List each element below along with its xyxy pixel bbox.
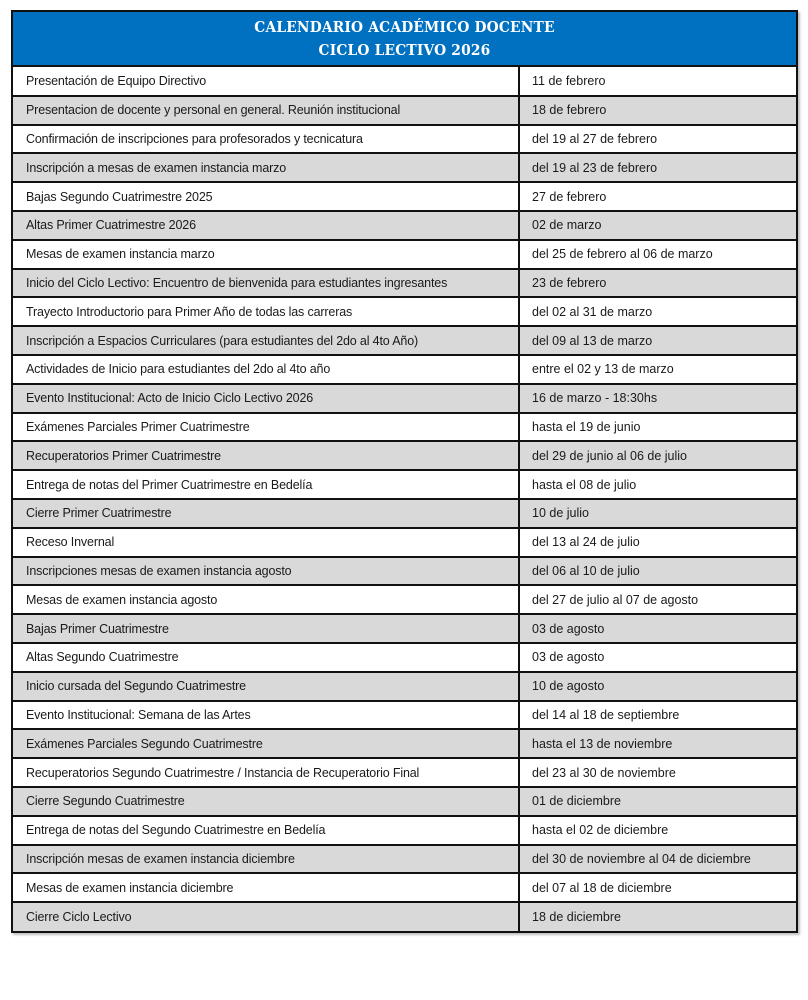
event-cell: Inicio del Ciclo Lectivo: Encuentro de bienvenida para estudiantes ingresantes: [13, 269, 519, 298]
event-cell: Inscripción a Espacios Curriculares (para estudiantes del 2do al 4to Año): [13, 326, 519, 355]
table-row: [13, 182, 796, 211]
table-row: [13, 528, 796, 557]
event-cell: Presentación de Equipo Directivo: [13, 67, 519, 96]
date-cell: del 30 de noviembre al 04 de diciembre: [519, 845, 796, 874]
table-row: [13, 557, 796, 586]
event-cell: Exámenes Parciales Segundo Cuatrimestre: [13, 729, 519, 758]
event-cell: Mesas de examen instancia diciembre: [13, 873, 519, 902]
table-row: [13, 470, 796, 499]
event-cell: Mesas de examen instancia agosto: [13, 585, 519, 614]
event-cell: Altas Primer Cuatrimestre 2026: [13, 211, 519, 240]
table-row: [13, 585, 796, 614]
date-cell: 23 de febrero: [519, 269, 796, 298]
date-cell: 01 de diciembre: [519, 787, 796, 816]
event-cell: Evento Institucional: Semana de las Artes: [13, 701, 519, 730]
event-cell: Inscripciones mesas de examen instancia agosto: [13, 557, 519, 586]
date-cell: 10 de agosto: [519, 672, 796, 701]
date-cell: 03 de agosto: [519, 643, 796, 672]
event-cell: Presentacion de docente y personal en general. Reunión institucional: [13, 96, 519, 125]
event-cell: Cierre Primer Cuatrimestre: [13, 499, 519, 528]
table-row: [13, 643, 796, 672]
table-row: [13, 355, 796, 384]
table-row: [13, 499, 796, 528]
event-cell: Cierre Ciclo Lectivo: [13, 902, 519, 931]
table-row: [13, 269, 796, 298]
table-row: [13, 96, 796, 125]
table-row: [13, 153, 796, 182]
event-cell: Mesas de examen instancia marzo: [13, 240, 519, 269]
event-cell: Bajas Primer Cuatrimestre: [13, 614, 519, 643]
table-row: [13, 758, 796, 787]
event-cell: Inscripción mesas de examen instancia diciembre: [13, 845, 519, 874]
date-cell: del 13 al 24 de julio: [519, 528, 796, 557]
academic-calendar: [11, 10, 798, 933]
table-row: [13, 672, 796, 701]
table-row: [13, 441, 796, 470]
date-cell: del 06 al 10 de julio: [519, 557, 796, 586]
event-cell: Inicio cursada del Segundo Cuatrimestre: [13, 672, 519, 701]
date-cell: 02 de marzo: [519, 211, 796, 240]
calendar-subtitle: CICLO LECTIVO 2026: [318, 41, 491, 59]
table-row: [13, 902, 796, 931]
table-row: [13, 67, 796, 96]
table-row: [13, 873, 796, 902]
date-cell: 18 de diciembre: [519, 902, 796, 931]
event-cell: Confirmación de inscripciones para profesorados y tecnicatura: [13, 125, 519, 154]
table-row: [13, 729, 796, 758]
table-row: [13, 614, 796, 643]
calendar-rows: [13, 67, 796, 931]
event-cell: Entrega de notas del Segundo Cuatrimestre en Bedelía: [13, 816, 519, 845]
table-row: [13, 211, 796, 240]
event-cell: Receso Invernal: [13, 528, 519, 557]
event-cell: Actividades de Inicio para estudiantes del 2do al 4to año: [13, 355, 519, 384]
date-cell: del 14 al 18 de septiembre: [519, 701, 796, 730]
table-row: [13, 326, 796, 355]
date-cell: hasta el 13 de noviembre: [519, 729, 796, 758]
calendar-header: [13, 12, 796, 67]
date-cell: 27 de febrero: [519, 182, 796, 211]
date-cell: entre el 02 y 13 de marzo: [519, 355, 796, 384]
date-cell: del 02 al 31 de marzo: [519, 297, 796, 326]
event-cell: Bajas Segundo Cuatrimestre 2025: [13, 182, 519, 211]
date-cell: hasta el 19 de junio: [519, 413, 796, 442]
date-cell: 18 de febrero: [519, 96, 796, 125]
event-cell: Exámenes Parciales Primer Cuatrimestre: [13, 413, 519, 442]
table-row: [13, 384, 796, 413]
date-cell: del 25 de febrero al 06 de marzo: [519, 240, 796, 269]
event-cell: Recuperatorios Primer Cuatrimestre: [13, 441, 519, 470]
event-cell: Cierre Segundo Cuatrimestre: [13, 787, 519, 816]
calendar-table: [13, 67, 796, 931]
table-row: [13, 845, 796, 874]
table-row: [13, 413, 796, 442]
event-cell: Evento Institucional: Acto de Inicio Ciclo Lectivo 2026: [13, 384, 519, 413]
table-row: [13, 816, 796, 845]
calendar-title: CALENDARIO ACADÉMICO DOCENTE: [254, 18, 555, 36]
event-cell: Inscripción a mesas de examen instancia marzo: [13, 153, 519, 182]
date-cell: del 07 al 18 de diciembre: [519, 873, 796, 902]
table-row: [13, 125, 796, 154]
date-cell: 11 de febrero: [519, 67, 796, 96]
event-cell: Altas Segundo Cuatrimestre: [13, 643, 519, 672]
event-cell: Trayecto Introductorio para Primer Año de todas las carreras: [13, 297, 519, 326]
date-cell: 16 de marzo - 18:30hs: [519, 384, 796, 413]
date-cell: hasta el 08 de julio: [519, 470, 796, 499]
date-cell: del 19 al 23 de febrero: [519, 153, 796, 182]
table-row: [13, 787, 796, 816]
date-cell: 03 de agosto: [519, 614, 796, 643]
date-cell: del 27 de julio al 07 de agosto: [519, 585, 796, 614]
table-row: [13, 297, 796, 326]
table-row: [13, 240, 796, 269]
date-cell: 10 de julio: [519, 499, 796, 528]
date-cell: del 09 al 13 de marzo: [519, 326, 796, 355]
event-cell: Recuperatorios Segundo Cuatrimestre / Instancia de Recuperatorio Final: [13, 758, 519, 787]
date-cell: del 23 al 30 de noviembre: [519, 758, 796, 787]
date-cell: del 29 de junio al 06 de julio: [519, 441, 796, 470]
table-row: [13, 701, 796, 730]
date-cell: del 19 al 27 de febrero: [519, 125, 796, 154]
date-cell: hasta el 02 de diciembre: [519, 816, 796, 845]
event-cell: Entrega de notas del Primer Cuatrimestre en Bedelía: [13, 470, 519, 499]
